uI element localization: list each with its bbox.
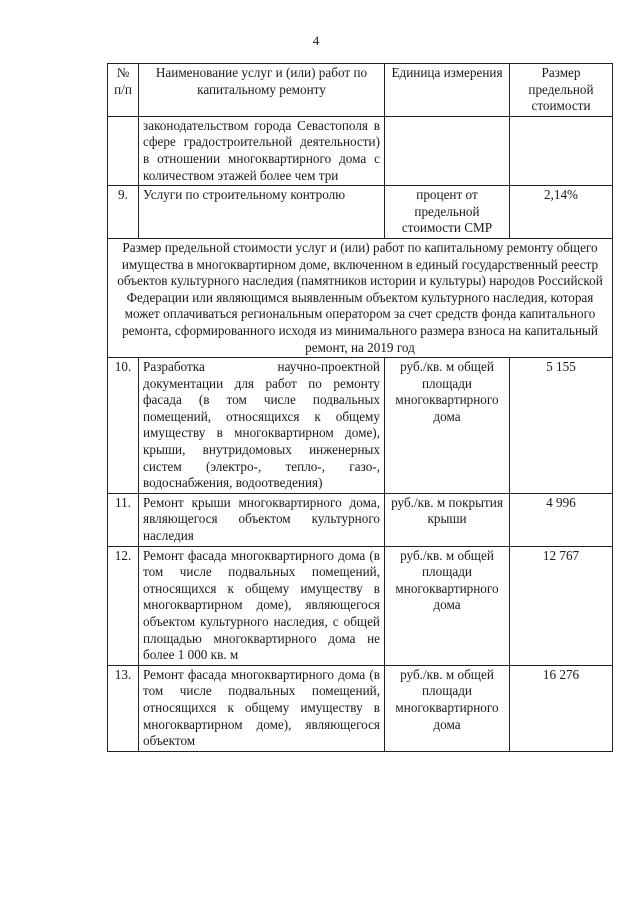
row-cost: 12 767 <box>510 546 613 665</box>
row-cost: 2,14% <box>510 186 613 239</box>
row-num: 9. <box>108 186 139 239</box>
table-row <box>108 358 613 494</box>
row-num: 12. <box>108 546 139 665</box>
row-name: Ремонт фасада многоквартирного дома (в том числе подвальных помещений, относящихся к общему имуществу в многоквартирном доме), являющегося объектом <box>139 665 385 751</box>
row-name: Услуги по строительному контролю <box>139 186 385 239</box>
header-num: № п/п <box>108 64 139 117</box>
table-row <box>108 493 613 546</box>
table-row-continuation <box>108 116 613 185</box>
table-row <box>108 546 613 665</box>
row-num: 13. <box>108 665 139 751</box>
row-cost: 4 996 <box>510 493 613 546</box>
header-cost: Размер предельной стоимости <box>510 64 613 117</box>
header-unit: Единица измерения <box>385 64 510 117</box>
page-number: 4 <box>312 33 320 48</box>
table-header-row <box>108 64 613 117</box>
header-name: Наименование услуг и (или) работ по капитальному ремонту <box>139 64 385 117</box>
row-name: Разработка научно-проектной документации для работ по ремонту фасада (в том числе подвальных помещений, относящихся к общему имуществу в многоквартирном доме), крыши, внутридомовых инженерных систем (электро-, тепло-, газо-, водоснабжения, водоотведения) <box>139 358 385 494</box>
row-cost: 16 276 <box>510 665 613 751</box>
row-cost: 5 155 <box>510 358 613 494</box>
row-unit: руб./кв. м покрытия крыши <box>385 493 510 546</box>
table-row <box>108 665 613 751</box>
row-name: Ремонт крыши многоквартирного дома, являющегося объектом культурного наследия <box>139 493 385 546</box>
row-unit: руб./кв. м общей площади многоквартирного дома <box>385 546 510 665</box>
continuation-text: законодательством города Севастополя в сфере градостроительной деятельности) в отношении многоквартирного дома с количеством этажей более чем три <box>139 116 385 185</box>
section-heading-row <box>108 238 613 357</box>
row-num: 10. <box>108 358 139 494</box>
section-heading: Размер предельной стоимости услуг и (или) работ по капитальному ремонту общего имущества в многоквартирном доме, включенном в единый государственный реестр объектов культурного наследия (памятников истории и культуры) народов Российской Федерации или являющимся выявленным объектом культурного наследия, которая может оплачиваться региональным оператором за счет средств фонда капитального ремонта, сформированного исходя из минимального размера взноса на капитальный ремонт, на 2019 год <box>108 238 613 357</box>
table-row <box>108 186 613 239</box>
row-name: Ремонт фасада многоквартирного дома (в том числе подвальных помещений, относящихся к общему имуществу в многоквартирном доме), являющегося объектом культурного наследия, с общей площадью многоквартирного дома не более 1 000 кв. м <box>139 546 385 665</box>
row-unit: руб./кв. м общей площади многоквартирного дома <box>385 665 510 751</box>
row-num: 11. <box>108 493 139 546</box>
cost-table <box>107 63 613 752</box>
row-unit: руб./кв. м общей площади многоквартирного дома <box>385 358 510 494</box>
row-unit: процент от предельной стоимости СМР <box>385 186 510 239</box>
